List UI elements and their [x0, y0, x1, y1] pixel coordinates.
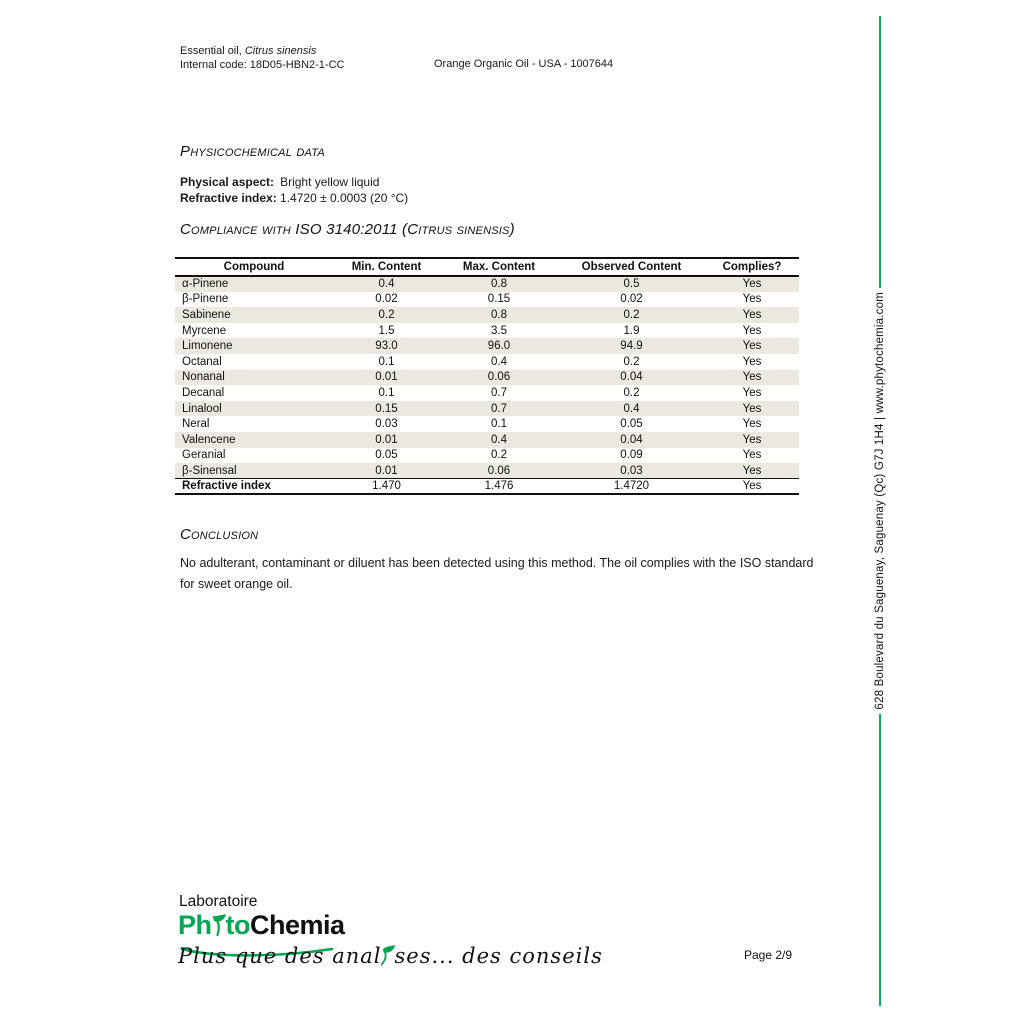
cell-compound: Myrcene [182, 324, 227, 337]
cell-compound: Sabinene [182, 308, 231, 321]
cell-min: 0.02 [375, 293, 398, 306]
cell-min: 0.03 [375, 418, 398, 431]
cell-max: 0.7 [491, 386, 507, 399]
cell-compound: Valencene [182, 433, 236, 446]
logo-brand-black-chemia: Chemia [250, 910, 345, 940]
right-rail [869, 16, 891, 1006]
cell-observed: 0.4 [623, 402, 640, 415]
address-vertical-text: 628 Boulevard du Saguenay, Saguenay (Qc) G7J 1H4 | www.phytochemia.com [874, 292, 886, 710]
cell-observed: 0.5 [623, 278, 640, 291]
header-max-content: Max. Content [440, 258, 558, 276]
cell-compound: Neral [182, 418, 210, 431]
cell-max: 0.2 [491, 449, 507, 462]
table-row [175, 401, 799, 417]
cell-max: 0.06 [487, 464, 511, 477]
cell-complies: Yes [742, 464, 762, 477]
tagline-leaf-icon [381, 945, 396, 967]
cell-complies: Yes [742, 386, 762, 399]
physical-aspect-label: Physical aspect: [180, 175, 275, 189]
table-row [175, 448, 799, 464]
header-complies: Complies? [705, 258, 799, 276]
cell-min: 0.15 [375, 402, 398, 415]
phytochemia-logo [178, 893, 345, 938]
cell-min: 0.2 [378, 308, 395, 321]
cell-observed: 0.2 [623, 355, 640, 368]
sample-reference: Orange Organic Oil - USA - 1007644 [434, 58, 614, 70]
cell-compound: Refractive index [175, 479, 333, 495]
cell-complies: Yes [742, 340, 762, 353]
table-header-row [175, 258, 799, 276]
cell-compound: Decanal [182, 386, 225, 399]
table-row [175, 479, 799, 495]
species-name: Citrus sinensis [244, 45, 317, 57]
table-row [175, 276, 799, 292]
tagline-part2: ses... des conseils [394, 944, 603, 968]
cell-compound: α-Pinene [182, 278, 229, 291]
header-min-content: Min. Content [333, 258, 440, 276]
rail-line-top [879, 16, 882, 288]
cell-observed: 1.9 [623, 324, 640, 337]
cell-complies: Yes [742, 308, 762, 321]
cell-complies: Yes [742, 324, 762, 337]
refractive-index-label: Refractive index: [180, 191, 277, 205]
cell-max: 0.7 [491, 402, 507, 415]
cell-min: 0.4 [378, 278, 395, 291]
cell-compound: Nonanal [182, 371, 225, 384]
cell-min: 0.01 [375, 433, 398, 446]
conclusion-text: No adulterant, contaminant or diluent has been detected using this method. The oil complies with the ISO standard for sweet orange oil. [180, 556, 814, 591]
product-line [180, 44, 344, 58]
internal-code: Internal code: 18D05-HBN2-1-CC [180, 59, 345, 71]
cell-compound: β-Pinene [182, 293, 229, 306]
cell-complies: Yes [742, 433, 762, 446]
cell-min: 0.05 [375, 449, 398, 462]
cell-observed: 0.2 [623, 308, 640, 321]
cell-min: 0.1 [378, 355, 395, 368]
table-row [175, 292, 799, 308]
cell-complies: Yes [705, 479, 799, 495]
cell-complies: Yes [742, 293, 762, 306]
cell-min: 0.1 [378, 386, 395, 399]
cell-observed: 0.02 [620, 293, 643, 306]
table-row [175, 385, 799, 401]
table-row [175, 354, 799, 370]
conclusion-section-title: Conclusion [180, 526, 259, 543]
cell-compound: Geranial [182, 449, 226, 462]
cell-max: 0.8 [491, 278, 507, 291]
header-observed-content: Observed Content [558, 258, 705, 276]
cell-observed: 0.04 [620, 433, 643, 446]
logo-laboratoire-text: Laboratoire [179, 893, 258, 910]
table-row [175, 323, 799, 339]
cell-compound: Linalool [182, 402, 222, 415]
cell-complies: Yes [742, 371, 762, 384]
cell-max: 0.15 [487, 293, 511, 306]
compliance-section-title: Compliance with ISO 3140:2011 (Citrus sinensis) [180, 221, 515, 238]
logo-brand-green-to: to [225, 910, 250, 940]
cell-max: 0.06 [487, 371, 511, 384]
page-number: Page 2/9 [744, 948, 793, 962]
compliance-table-body [175, 276, 799, 494]
cell-observed: 0.09 [620, 449, 643, 462]
cell-observed: 0.03 [620, 464, 643, 477]
cell-observed: 1.4720 [558, 479, 705, 495]
cell-max: 0.4 [491, 433, 507, 446]
physical-aspect-line [180, 174, 408, 190]
cell-compound: Limonene [182, 340, 233, 353]
cell-max: 0.4 [491, 355, 507, 368]
physico-properties [180, 174, 408, 206]
cell-complies: Yes [742, 355, 762, 368]
cell-max: 1.476 [440, 479, 558, 495]
compliance-table [175, 257, 799, 495]
cell-observed: 94.9 [620, 340, 643, 353]
refractive-index-line [180, 190, 408, 206]
header-compound: Compound [175, 258, 333, 276]
table-row [175, 432, 799, 448]
cell-compound: β-Sinensal [182, 464, 237, 477]
cell-complies: Yes [742, 449, 762, 462]
table-row [175, 416, 799, 432]
document-header [180, 44, 344, 72]
cell-max: 3.5 [491, 324, 507, 337]
cell-max: 0.8 [491, 308, 507, 321]
cell-observed: 0.04 [620, 371, 643, 384]
logo-tagline [178, 944, 603, 968]
tagline-part1: Plus que des anal [178, 944, 382, 968]
cell-observed: 0.2 [623, 386, 640, 399]
table-row [175, 307, 799, 323]
cell-min: 1.470 [333, 479, 440, 495]
product-prefix: Essential oil, [180, 45, 245, 57]
cell-complies: Yes [742, 278, 762, 291]
cell-min: 0.01 [375, 464, 398, 477]
refractive-index-value: 1.4720 ± 0.0003 (20 °C) [280, 191, 409, 205]
physicochemical-section-title: Physicochemical data [180, 143, 325, 160]
cell-min: 93.0 [375, 340, 398, 353]
table-row [175, 463, 799, 479]
cell-max: 0.1 [491, 418, 507, 431]
cell-min: 0.01 [375, 371, 398, 384]
cell-complies: Yes [742, 418, 762, 431]
logo-brand-text [178, 912, 345, 938]
table-row [175, 370, 799, 386]
cell-compound: Octanal [182, 355, 222, 368]
cell-min: 1.5 [378, 324, 395, 337]
cell-max: 96.0 [487, 340, 511, 353]
cell-complies: Yes [742, 402, 762, 415]
leaf-y-icon [211, 914, 227, 936]
physical-aspect-value: Bright yellow liquid [280, 175, 380, 189]
logo-brand-green-ph: Ph [178, 910, 212, 940]
rail-line-bottom [879, 714, 882, 1006]
cell-observed: 0.05 [620, 418, 643, 431]
table-row [175, 338, 799, 354]
